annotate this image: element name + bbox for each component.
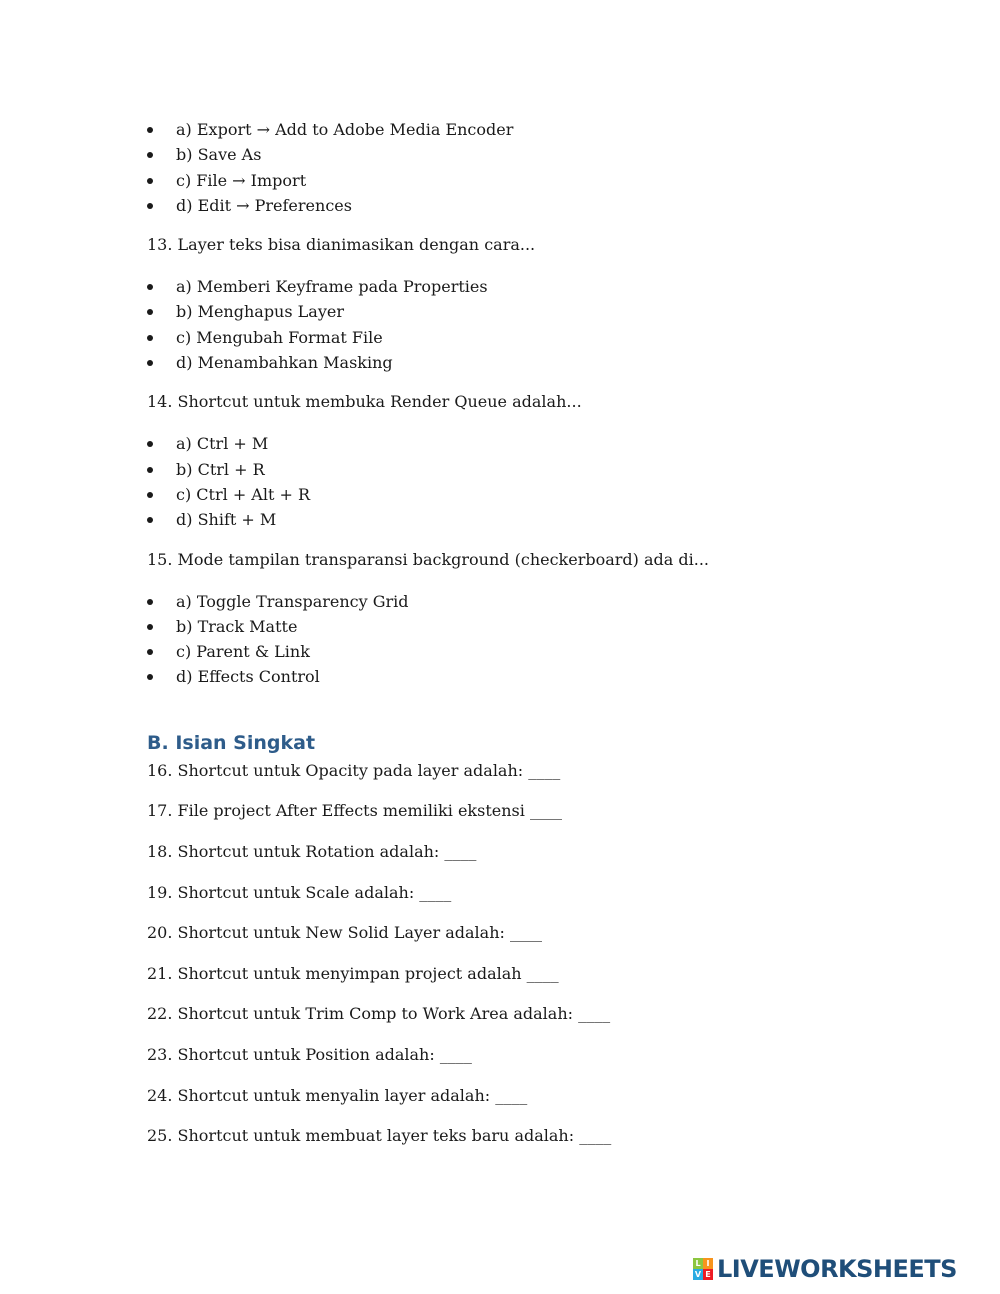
- q13-option-a[interactable]: a) Memberi Keyframe pada Properties: [147, 274, 907, 299]
- fill-item-24[interactable]: 24. Shortcut untuk menyalin layer adalah: ____: [147, 1085, 528, 1105]
- q15-option-a[interactable]: a) Toggle Transparency Grid: [147, 589, 907, 614]
- fill-item-21[interactable]: 21. Shortcut untuk menyimpan project adalah ____: [147, 963, 559, 983]
- bullet-icon: [147, 127, 153, 133]
- q14-options: [147, 431, 907, 532]
- bullet-icon: [147, 309, 153, 315]
- fill-item-23[interactable]: 23. Shortcut untuk Position adalah: ____: [147, 1044, 472, 1064]
- q13-question: 13. Layer teks bisa dianimasikan dengan cara...: [147, 235, 536, 255]
- q12-option-b[interactable]: b) Save As: [147, 142, 907, 167]
- q12-options: [147, 117, 907, 218]
- q14-option-a[interactable]: a) Ctrl + M: [147, 431, 907, 456]
- q15-option-d[interactable]: d) Effects Control: [147, 664, 907, 689]
- liveworksheets-logo: [693, 1256, 957, 1282]
- fill-item-17[interactable]: 17. File project After Effects memiliki ekstensi ____: [147, 801, 562, 821]
- fill-item-16[interactable]: 16. Shortcut untuk Opacity pada layer adalah: ____: [147, 760, 561, 780]
- bullet-icon: [147, 284, 153, 290]
- logo-mark-l: L: [693, 1258, 703, 1269]
- bullet-icon: [147, 467, 153, 473]
- logo-mark-i: I: [703, 1258, 713, 1269]
- bullet-icon: [147, 517, 153, 523]
- bullet-icon: [147, 674, 153, 680]
- fill-item-20[interactable]: 20. Shortcut untuk New Solid Layer adalah: ____: [147, 923, 542, 943]
- q14-option-d[interactable]: d) Shift + M: [147, 507, 907, 532]
- bullet-icon: [147, 178, 153, 184]
- q15-question: 15. Mode tampilan transparansi background (checkerboard) ada di...: [147, 549, 710, 569]
- liveworksheets-wordmark: LIVEWORKSHEETS: [717, 1255, 957, 1283]
- bullet-icon: [147, 441, 153, 447]
- bullet-icon: [147, 492, 153, 498]
- q12-option-d[interactable]: d) Edit → Preferences: [147, 193, 907, 218]
- q15-option-c[interactable]: c) Parent & Link: [147, 639, 907, 664]
- q14-option-c[interactable]: c) Ctrl + Alt + R: [147, 482, 907, 507]
- q12-option-c[interactable]: c) File → Import: [147, 168, 907, 193]
- q15-options: [147, 589, 907, 690]
- logo-mark-v: V: [694, 1270, 702, 1279]
- worksheet-content: [147, 117, 907, 1164]
- bullet-icon: [147, 335, 153, 341]
- fill-item-18[interactable]: 18. Shortcut untuk Rotation adalah: ____: [147, 841, 477, 861]
- fill-item-25[interactable]: 25. Shortcut untuk membuat layer teks baru adalah: ____: [147, 1126, 612, 1146]
- q14-option-b[interactable]: b) Ctrl + R: [147, 457, 907, 482]
- fill-item-22[interactable]: 22. Shortcut untuk Trim Comp to Work Area adalah: ____: [147, 1004, 611, 1024]
- bullet-icon: [147, 649, 153, 655]
- section-b-heading: B. Isian Singkat: [147, 731, 316, 754]
- q14-question: 14. Shortcut untuk membuka Render Queue adalah...: [147, 392, 582, 412]
- logo-mark-e: E: [703, 1269, 713, 1280]
- bullet-icon: [147, 360, 153, 366]
- q12-option-a[interactable]: a) Export → Add to Adobe Media Encoder: [147, 117, 907, 142]
- q13-option-d[interactable]: d) Menambahkan Masking: [147, 350, 907, 375]
- q13-option-b[interactable]: b) Menghapus Layer: [147, 299, 907, 324]
- bullet-icon: [147, 203, 153, 209]
- q13-option-c[interactable]: c) Mengubah Format File: [147, 325, 907, 350]
- bullet-icon: [147, 152, 153, 158]
- bullet-icon: [147, 599, 153, 605]
- q13-options: [147, 274, 907, 375]
- bullet-icon: [147, 624, 153, 630]
- q15-option-b[interactable]: b) Track Matte: [147, 614, 907, 639]
- liveworksheets-mark-icon: [693, 1258, 713, 1280]
- fill-item-19[interactable]: 19. Shortcut untuk Scale adalah: ____: [147, 882, 452, 902]
